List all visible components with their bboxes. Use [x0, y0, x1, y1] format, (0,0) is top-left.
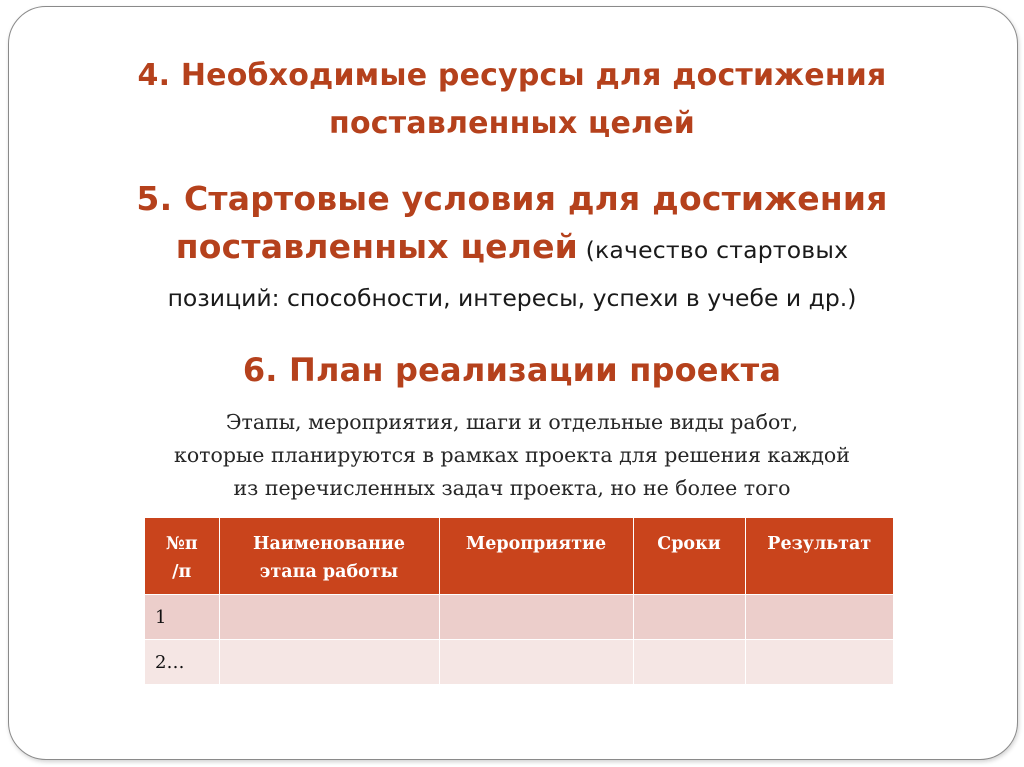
column-header-deadlines: Сроки [633, 518, 745, 595]
heading-resources-line1: 4. Необходимые ресурсы для достижения [137, 58, 887, 93]
heading-start-conditions-bold: поставленных целей [175, 227, 578, 266]
heading-project-plan: 6. План реализации проекта [242, 351, 782, 389]
plan-description-line1: Этапы, мероприятия, шаги и отдельные виды работ, [225, 410, 799, 434]
table-cell [439, 640, 633, 685]
table-cell: 1 [145, 595, 219, 640]
table-cell [219, 595, 439, 640]
start-conditions-detail: позиций: способности, интересы, успехи в учебе и др.) [167, 284, 857, 312]
heading-start-conditions-note: (качество стартовых [578, 236, 849, 264]
plan-description [0, 406, 1024, 505]
table-row [145, 640, 893, 685]
column-header-stage-name: Наименование этапа работы [219, 518, 439, 595]
heading-start-conditions-line1: 5. Стартовые условия для достижения [136, 179, 888, 218]
column-header-activity: Мероприятие [439, 518, 633, 595]
table-cell: 2… [145, 640, 219, 685]
table-cell [219, 640, 439, 685]
table-cell [745, 640, 893, 685]
heading-start-conditions-line2 [40, 223, 984, 274]
column-header-result: Результат [745, 518, 893, 595]
column-header-number: №п /п [145, 518, 219, 595]
table-cell [439, 595, 633, 640]
table-cell [633, 640, 745, 685]
heading-start-conditions [40, 175, 984, 274]
table-row [145, 595, 893, 640]
table-cell [745, 595, 893, 640]
table-cell [633, 595, 745, 640]
table-header-row [145, 518, 893, 595]
heading-resources-line2: поставленных целей [329, 106, 695, 141]
project-plan-table [145, 518, 893, 684]
plan-description-line2: которые планируются в рамках проекта для решения каждой [174, 443, 850, 467]
plan-description-line3: из перечисленных задач проекта, но не более того [233, 476, 791, 500]
heading-resources [0, 52, 1024, 148]
